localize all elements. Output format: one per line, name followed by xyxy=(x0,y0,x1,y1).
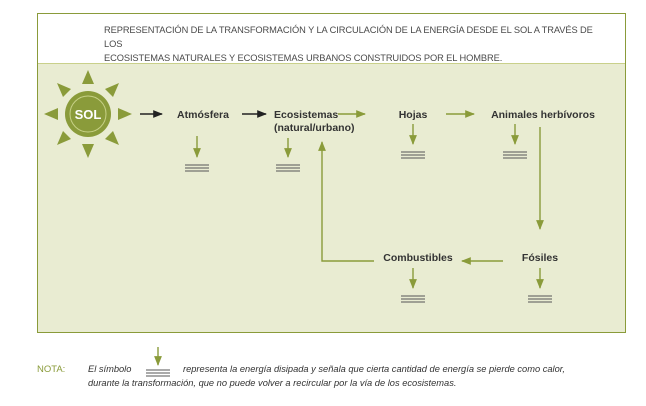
dissipation-ecosistemas-icon xyxy=(276,138,300,171)
node-fosiles: Fósiles xyxy=(521,252,559,264)
sun-label: SOL xyxy=(74,107,102,122)
node-atmosfera: Atmósfera xyxy=(177,109,229,121)
dissipation-atmosfera-icon xyxy=(185,136,209,171)
dissipation-legend-icon xyxy=(143,346,173,378)
node-ecosistemas: Ecosistemas xyxy=(274,109,339,121)
node-hojas: Hojas xyxy=(398,109,428,121)
note-text-after-symbol: representa la energía disipada y señala que cierta cantidad de energía se pierde como calor, xyxy=(183,364,565,374)
note-label: NOTA: xyxy=(37,364,66,375)
title-line-2: ECOSISTEMAS NATURALES Y ECOSISTEMAS URBANOS CONSTRUIDOS POR EL HOMBRE. xyxy=(104,53,503,63)
dissipation-fosiles-icon xyxy=(528,268,552,302)
node-combustibles: Combustibles xyxy=(383,252,453,264)
dissipation-hojas-icon xyxy=(401,124,425,158)
dissipation-combustibles-icon xyxy=(401,268,425,302)
arrow-combustibles-ecosistemas xyxy=(322,142,374,261)
dissipation-animales-icon xyxy=(503,124,527,158)
note-text-before-symbol: El símbolo xyxy=(88,364,132,374)
note-text-line-2: durante la transformación, que no puede volver a recircular por la vía de los ecosistemas. xyxy=(88,378,457,388)
title-line-1: REPRESENTACIÓN DE LA TRANSFORMACIÓN Y LA CIRCULACIÓN DE LA ENERGÍA DESDE EL SOL A TRAVÉS DE LOS xyxy=(104,25,593,49)
node-ecosistemas-sub: (natural/urbano) xyxy=(274,122,355,134)
node-animales-herbivoros: Animales herbívoros xyxy=(491,109,595,121)
